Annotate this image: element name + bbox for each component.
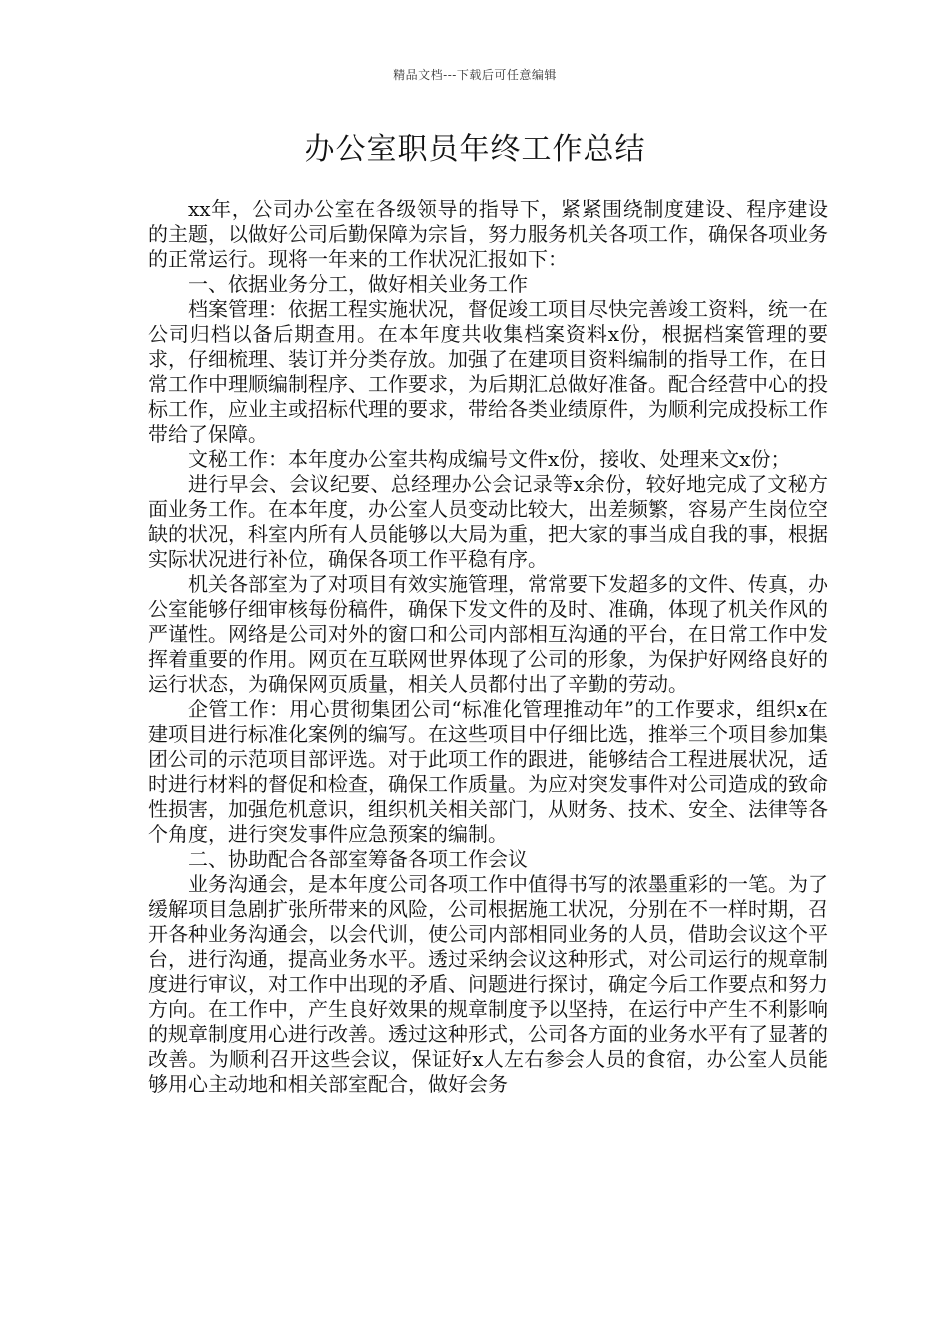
paragraph-documents-network: 机关各部室为了对项目有效实施管理，常常要下发超多的文件、传真，办公室能够仔细审核每份稿件，确保下发文件的及时、准确，体现了机关作风的严谨性。网络是公司对外的窗口和公司内部相互沟通的平台，在日常工作中发挥着重要的作用。网页在互联网世界体现了公司的形象，为保护好网络良好的运行状态，为确保网页质量，相关人员都付出了辛勤的劳动。 xyxy=(148,572,828,696)
header-note: 精品文档---下载后可任意编辑 xyxy=(393,68,557,82)
paragraph-secretarial: 文秘工作：本年度办公室共构成编号文件x份，接收、处理来文x份； xyxy=(188,447,791,471)
paragraph-meetings: 进行早会、会议纪要、总经理办公会记录等x余份，较好地完成了文秘方面业务工作。在本年度，办公室人员变动比较大，出差频繁，容易产生岗位空缺的状况，科室内所有人员能够以大局为重，把大家的事当成自我的事，根据实际状况进行补位，确保各项工作平稳有序。 xyxy=(148,472,828,571)
paragraph-business-meetings: 业务沟通会，是本年度公司各项工作中值得书写的浓墨重彩的一笔。为了缓解项目急剧扩张所带来的风险，公司根据施工状况，分别在不一样时期，召开各种业务沟通会，以会代训，使公司内部相同业务的人员，借助会议这个平台，进行沟通，提高业务水平。透过采纳会议这种形式，对公司运行的规章制度进行审议，对工作中出现的矛盾、问题进行探讨，确定今后工作要点和努力方向。在工作中，产生良好效果的规章制度予以坚持，在运行中产生不利影响的规章制度用心进行改善。透过这种形式，公司各方面的业务水平有了显著的改善。为顺利召开这些会议，保证好x人左右参会人员的食宿，办公室人员能够用心主动地和相关部室配合，做好会务 xyxy=(148,872,828,1096)
paragraph-intro: xx年，公司办公室在各级领导的指导下，紧紧围绕制度建设、程序建设的主题，以做好公司后勤保障为宗旨，努力服务机关各项工作，确保各项业务的正常运行。现将一年来的工作状况汇报如下： xyxy=(148,197,828,271)
paragraph-archives: 档案管理：依据工程实施状况，督促竣工项目尽快完善竣工资料，统一在公司归档以备后期查用。在本年度共收集档案资料x份，根据档案管理的要求，仔细梳理、装订并分类存放。加强了在建项目资料编制的指导工作，在日常工作中理顺编制程序、工作要求，为后期汇总做好准备。配合经营中心的投标工作，应业主或招标代理的要求，带给各类业绩原件，为顺利完成投标工作带给了保障。 xyxy=(148,297,828,446)
section-heading-1: 一、依据业务分工，做好相关业务工作 xyxy=(188,272,528,296)
document-body xyxy=(148,197,828,1097)
section-heading-2: 二、协助配合各部室筹备各项工作会议 xyxy=(188,847,528,871)
document-title: 办公室职员年终工作总结 xyxy=(304,132,646,167)
paragraph-enterprise-management: 企管工作：用心贯彻集团公司“标准化管理推动年”的工作要求，组织x在建项目进行标准化案例的编写。在这些项目中仔细比选，推举三个项目参加集团公司的示范项目部评选。对于此项工作的跟进，能够结合工程进展状况，适时进行材料的督促和检查，确保工作质量。为应对突发事件对公司造成的致命性损害，加强危机意识，组织机关相关部门，从财务、技术、安全、法律等各个角度，进行突发事件应急预案的编制。 xyxy=(148,697,828,846)
